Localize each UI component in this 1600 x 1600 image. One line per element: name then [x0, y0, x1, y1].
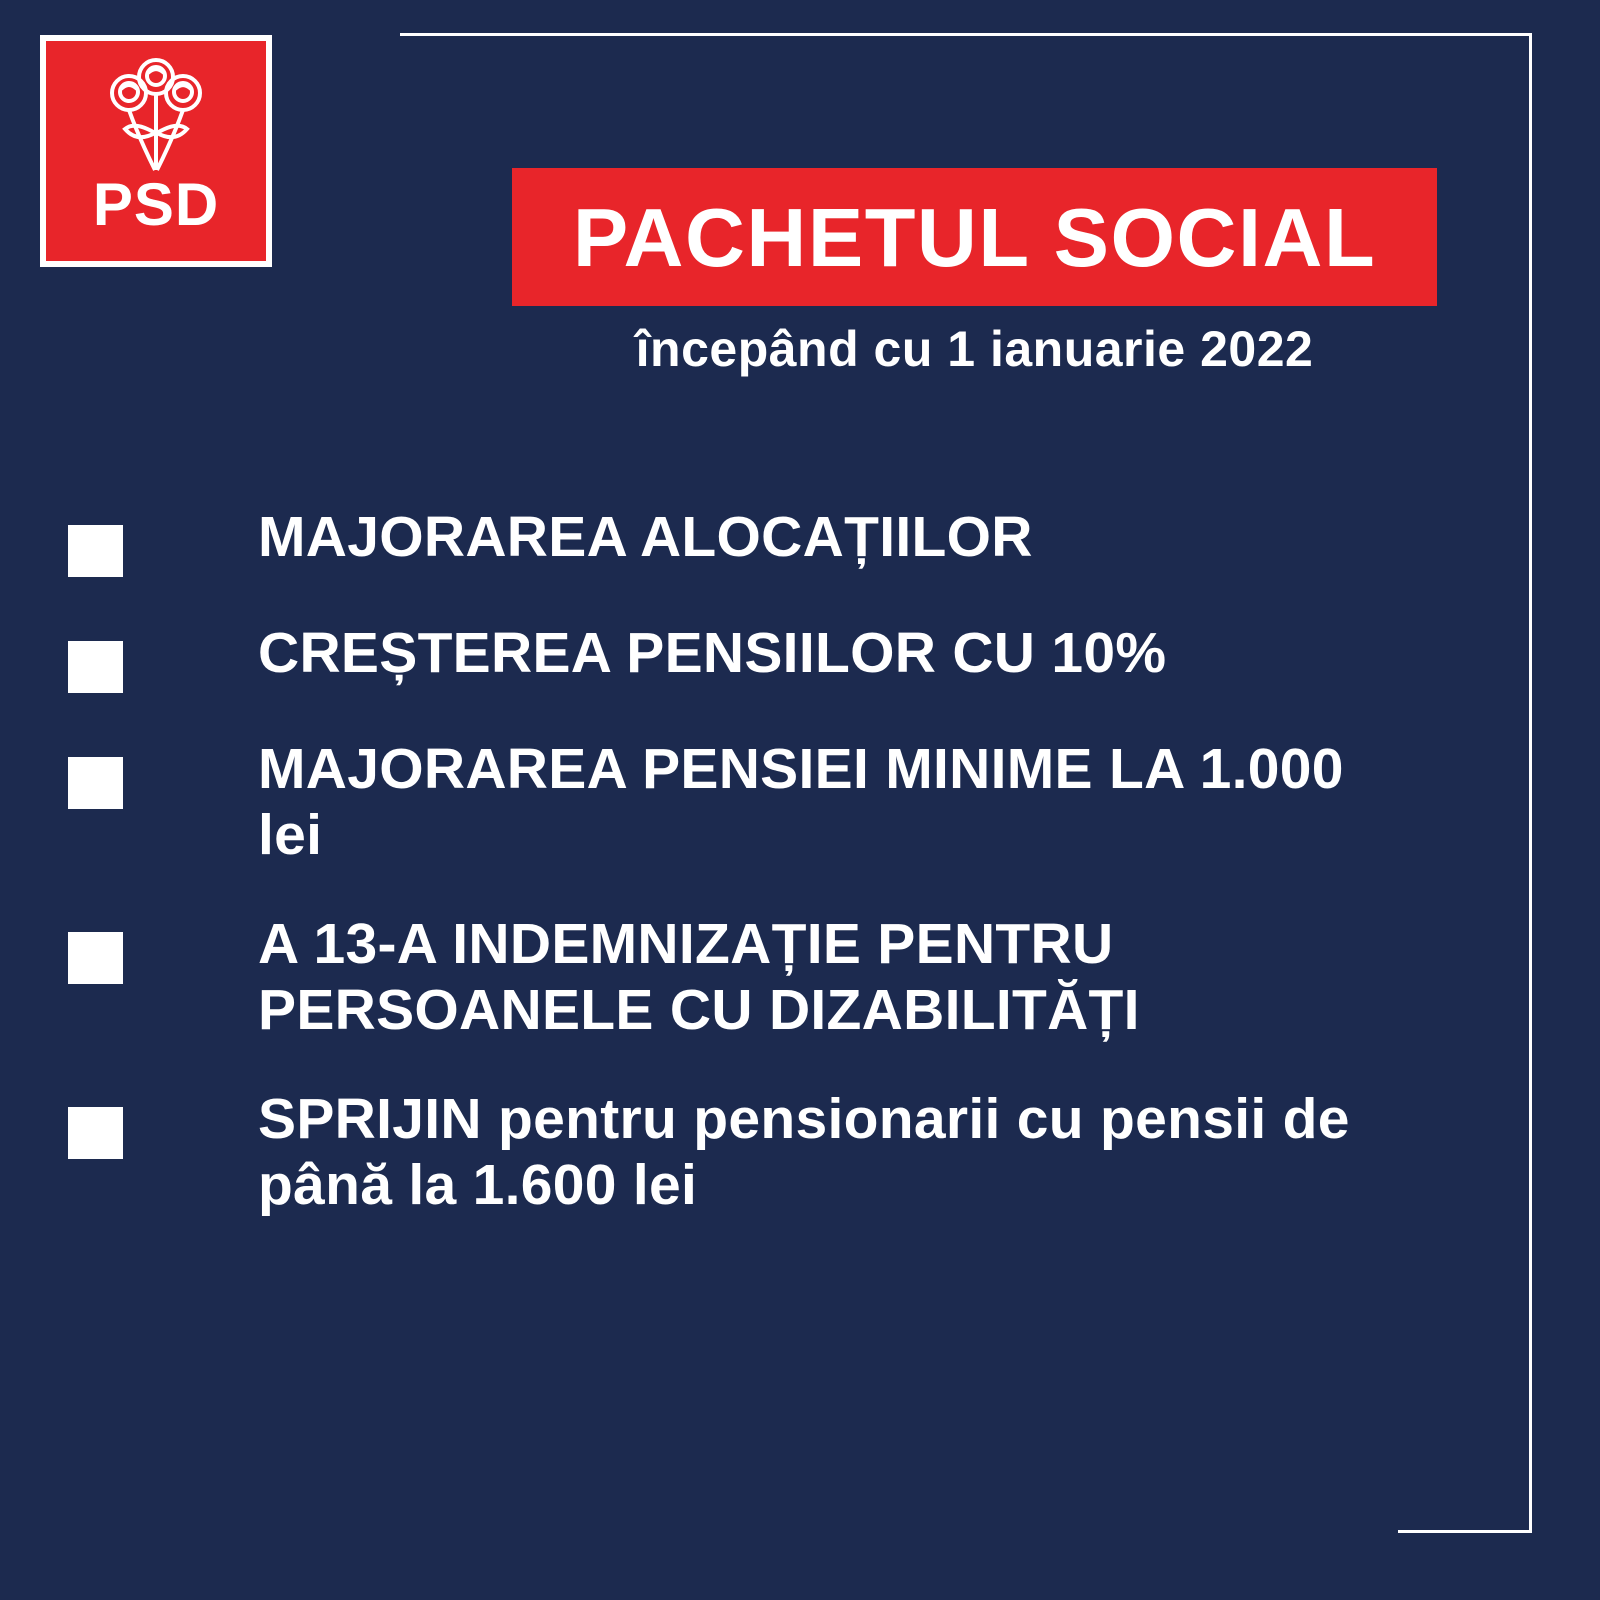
- square-bullet-icon: [68, 932, 123, 984]
- list-item: [68, 505, 1468, 577]
- psd-logo-text: PSD: [92, 171, 220, 238]
- list-item: [68, 912, 1468, 1043]
- list-item-label: MAJORAREA ALOCAȚIILOR: [258, 505, 1033, 569]
- square-bullet-icon: [68, 641, 123, 693]
- frame-line-top: [400, 33, 1532, 36]
- list-item-label: SPRIJIN pentru pensionarii cu pensii de până la 1.600 lei: [258, 1087, 1350, 1217]
- title-banner: [512, 168, 1437, 306]
- frame-line-right: [1529, 33, 1532, 1533]
- page-title: PACHETUL SOCIAL: [572, 190, 1377, 284]
- page-subtitle: începând cu 1 ianuarie 2022: [635, 321, 1314, 377]
- psd-logo: [40, 35, 272, 267]
- square-bullet-icon: [68, 525, 123, 577]
- square-bullet-icon: [68, 1107, 123, 1159]
- list-item: [68, 737, 1468, 868]
- square-bullet-icon: [68, 757, 123, 809]
- list-item-label: A 13-A INDEMNIZAȚIE PENTRU PERSOANELE CU DIZABILITĂȚI: [258, 912, 1140, 1042]
- list-item: [68, 1087, 1468, 1218]
- list-item: [68, 621, 1468, 693]
- measures-list: [68, 505, 1468, 1262]
- frame-line-bottom: [1398, 1530, 1532, 1533]
- psd-roses-icon: [91, 55, 221, 173]
- list-item-label: MAJORAREA PENSIEI MINIME LA 1.000 lei: [258, 737, 1344, 867]
- list-item-label: CREȘTEREA PENSIILOR CU 10%: [258, 621, 1167, 685]
